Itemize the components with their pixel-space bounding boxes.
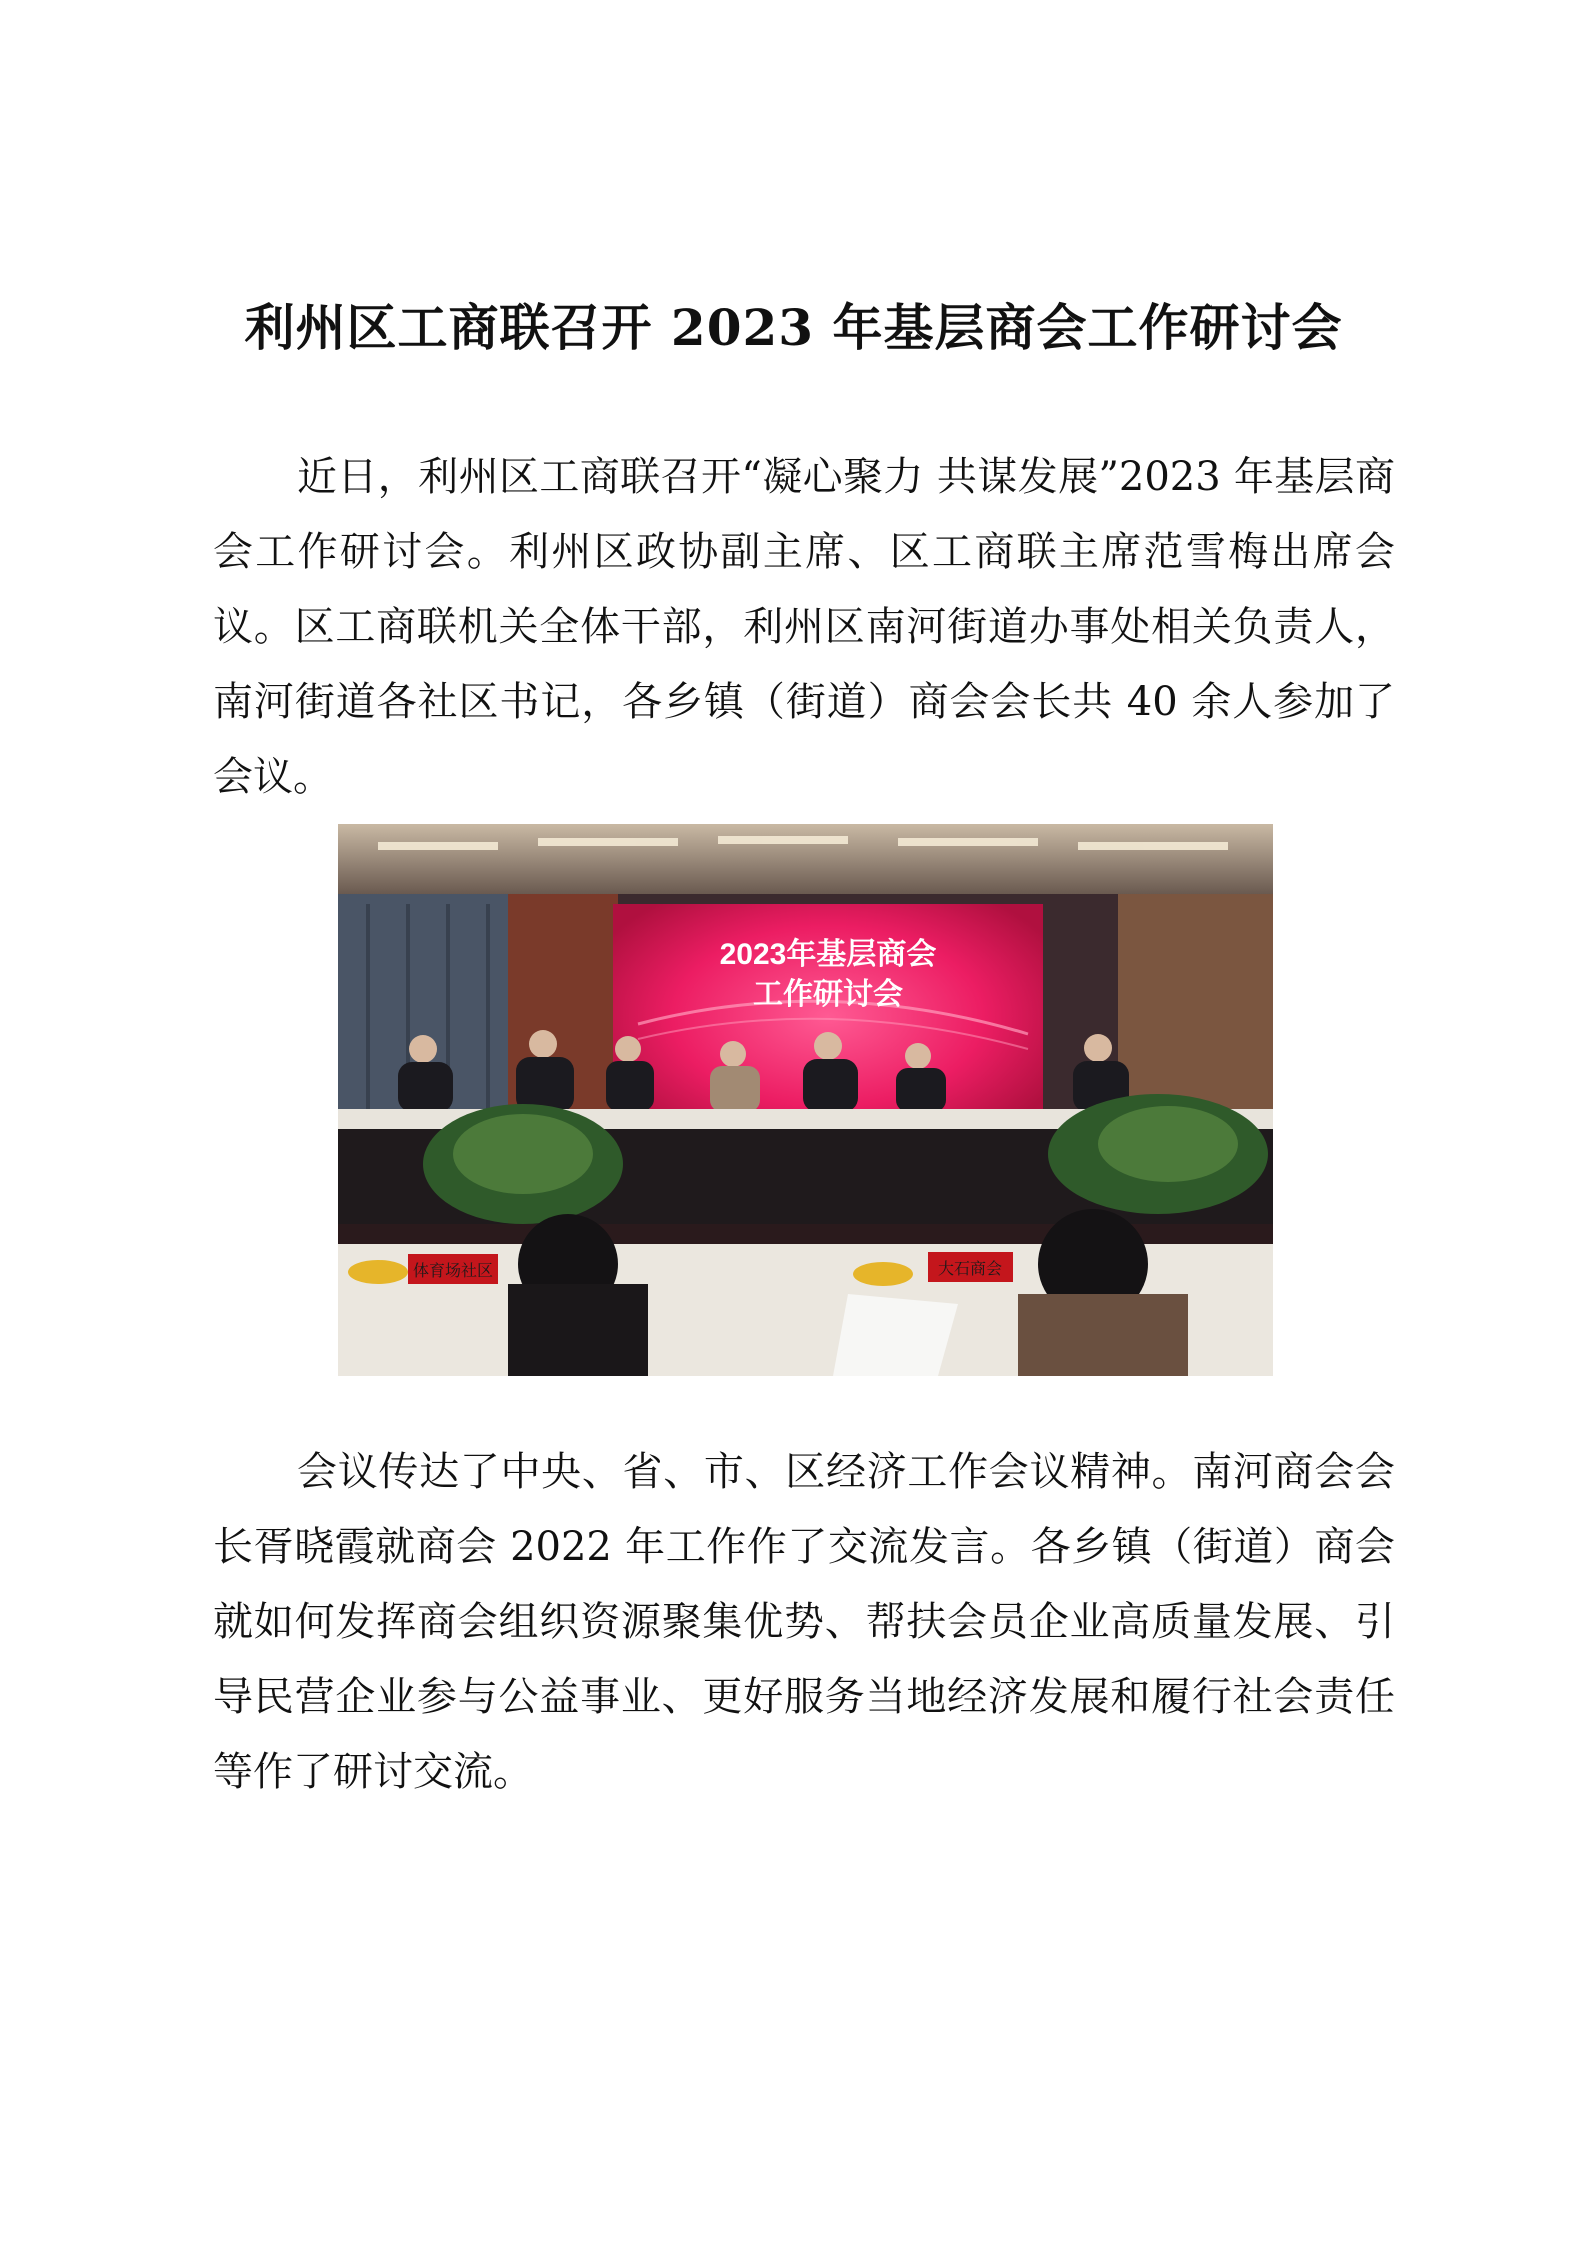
screen-text-line2: 工作研讨会 [753, 978, 903, 1011]
page-title: 利州区工商联召开 2023 年基层商会工作研讨会 [244, 298, 1343, 357]
meeting-photo [338, 824, 1273, 1376]
name-card-right-text: 大石商会 [937, 1259, 1003, 1278]
name-card-left-text: 体育场社区 [412, 1261, 494, 1280]
screen-text-line1: 2023年基层商会 [719, 938, 937, 971]
paragraph-1: 近日，利州区工商联召开“凝心聚力 共谋发展”2023 年基层商会工作研讨会。利州区政协副主席、区工商联主席范雪梅出席会议。区工商联机关全体干部，利州区南河街道办事处相关负责人，南河街道各社区书记，各乡镇（街道）商会会长共 40 余人参加了会议。 [213, 454, 1395, 800]
paragraph-2: 会议传达了中央、省、市、区经济工作会议精神。南河商会会长胥晓霞就商会 2022 年工作作了交流发言。各乡镇（街道）商会就如何发挥商会组织资源聚集优势、帮扶会员企业高质量发展、引导民营企业参与公益事业、更好服务当地经济发展和履行社会责任等作了研讨交流。 [213, 1449, 1395, 1795]
